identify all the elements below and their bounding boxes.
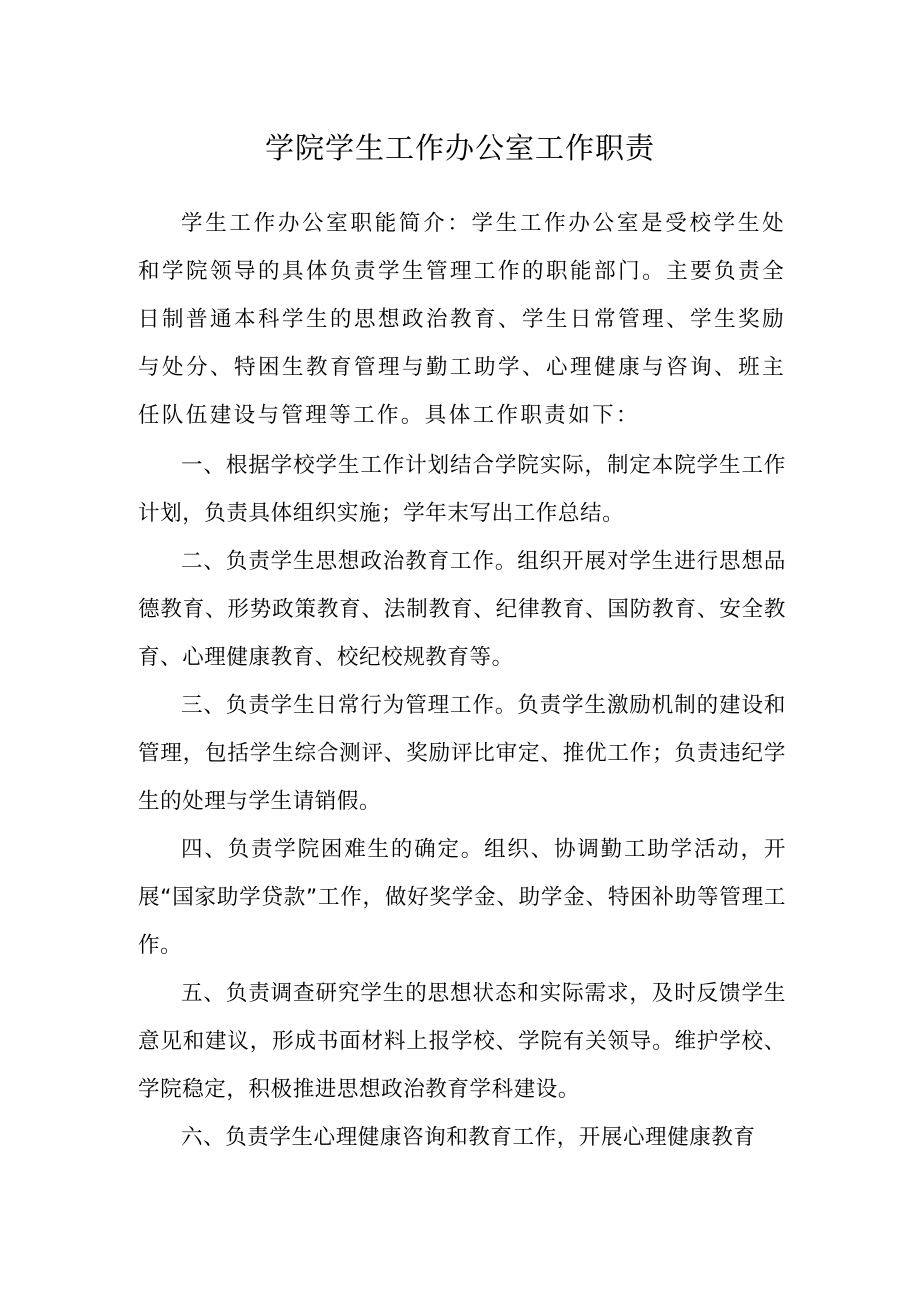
document-title: 学院学生工作办公室工作职责 xyxy=(264,131,655,165)
duty-paragraph-2: 二、负责学生思想政治教育工作。组织开展对学生进行思想品德教育、形势政策教育、法制教育、纪律教育、国防教育、安全教育、心理健康教育、校纪校规教育等。 xyxy=(138,549,786,670)
duty-paragraph-3: 三、负责学生日常行为管理工作。负责学生激励机制的建设和管理，包括学生综合测评、奖励评比审定、推优工作；负责违纪学生的处理与学生请销假。 xyxy=(138,693,786,814)
duty-paragraph-4: 四、负责学院困难生的确定。组织、协调勤工助学活动，开展“国家助学贷款”工作，做好奖学金、助学金、特困补助等管理工作。 xyxy=(138,837,786,958)
duty-paragraph-5: 五、负责调查研究学生的思想状态和实际需求，及时反馈学生意见和建议，形成书面材料上报学校、学院有关领导。维护学校、学院稳定，积极推进思想政治教育学科建设。 xyxy=(138,981,786,1102)
intro-paragraph: 学生工作办公室职能简介：学生工作办公室是受校学生处和学院领导的具体负责学生管理工作的职能部门。主要负责全日制普通本科学生的思想政治教育、学生日常管理、学生奖励与处分、特困生教育管理与勤工助学、心理健康与咨询、班主任队伍建设与管理等工作。具体工作职责如下： xyxy=(138,211,786,428)
duty-paragraph-1: 一、根据学校学生工作计划结合学院实际，制定本院学生工作计划，负责具体组织实施；学年末写出工作总结。 xyxy=(138,453,786,526)
duty-paragraph-6: 六、负责学生心理健康咨询和教育工作，开展心理健康教育 xyxy=(181,1125,756,1150)
